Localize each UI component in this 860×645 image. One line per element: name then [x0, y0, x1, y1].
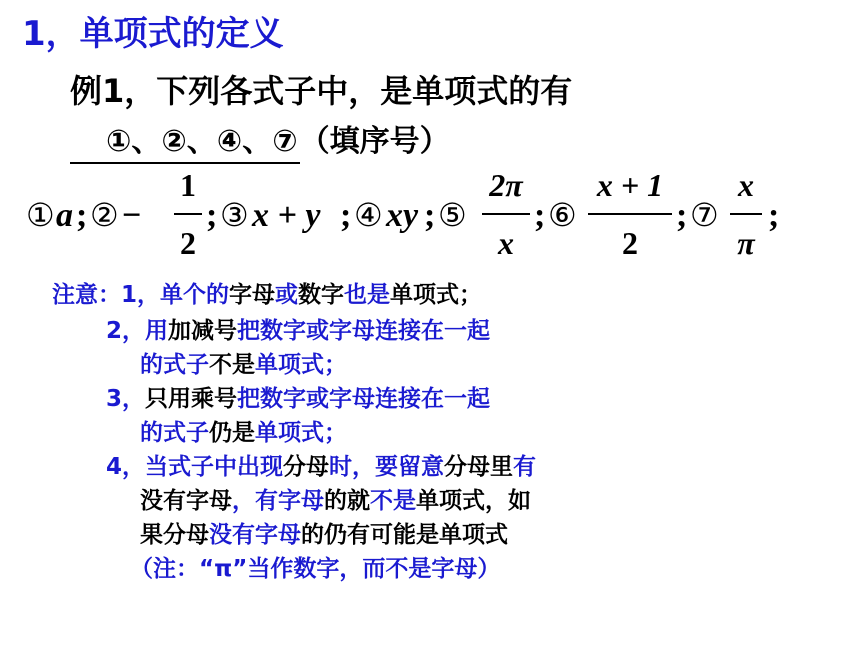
example-question: 例1，下列各式子中，是单项式的有 — [70, 72, 573, 110]
note-text: 也是 — [344, 282, 391, 308]
separator: ; — [340, 197, 352, 234]
example-answer-line — [70, 116, 450, 164]
note-text: 分母里 — [444, 454, 514, 480]
expr-6-denominator: 2 — [622, 225, 638, 261]
separator: ; — [676, 197, 688, 234]
note-text: 单项式； — [255, 352, 347, 378]
note-text: 2，用 — [106, 318, 169, 344]
separator: ; — [534, 197, 546, 234]
note-line-1 — [52, 276, 482, 309]
note-text: （注：“π”当作数字，而不是字母） — [130, 556, 501, 582]
expr-7-denominator: π — [737, 225, 755, 261]
expr-4-number: ④ — [354, 196, 383, 234]
note-text: 时，要留意 — [329, 454, 445, 480]
note-text: 的就 — [324, 488, 370, 514]
note-text: 仍是 — [209, 420, 255, 446]
note-text: 分母 — [163, 522, 209, 548]
note-line-7 — [140, 482, 531, 515]
expr-4: xy — [386, 197, 419, 234]
note-text: 数字 — [298, 282, 345, 308]
minus-sign: − — [122, 197, 142, 234]
note-text: 的式子 — [140, 352, 209, 378]
note-text: 的仍有可能是单项式 — [301, 522, 508, 548]
note-text: 分母 — [283, 454, 330, 480]
expr-2-denominator: 2 — [180, 225, 196, 261]
expr-2-number: ② — [90, 196, 119, 234]
separator: ; — [768, 197, 780, 234]
expr-3-number: ③ — [220, 196, 249, 234]
note-text: 单项式； — [390, 282, 483, 308]
note-text: 的式子 — [140, 420, 209, 446]
note-text: 4，当式子中出现 — [106, 454, 284, 480]
note-text: ，有字母 — [232, 488, 324, 514]
note-text: 把数字或字母连接在一起 — [237, 318, 491, 344]
note-line-3 — [140, 346, 347, 379]
expr-3: x + y — [252, 197, 321, 234]
separator: ; — [424, 197, 436, 234]
note-text: 只用乘号 — [145, 386, 238, 412]
expression-list — [26, 166, 826, 262]
expr-2-numerator: 1 — [180, 167, 196, 203]
expr-5-number: ⑤ — [438, 196, 467, 234]
note-line-9 — [130, 550, 500, 583]
answer-hint: （填序号） — [299, 124, 450, 159]
expr-5-denominator: x — [498, 225, 514, 261]
note-line-5 — [140, 414, 347, 447]
note-text: 果 — [140, 522, 163, 548]
note-line-6 — [106, 448, 536, 481]
note-text: 没有字母 — [140, 488, 232, 514]
answer-underlined: ①、②、④、⑦ — [70, 116, 300, 164]
separator: ; — [76, 197, 88, 234]
note-line-8 — [140, 516, 508, 549]
note-text: 没有字母 — [209, 522, 301, 548]
expr-5-numerator: 2π — [489, 167, 523, 203]
expr-1: a — [56, 197, 73, 234]
note-text: 3， — [106, 386, 146, 412]
note-text: 不是 — [370, 488, 416, 514]
expr-1-number: ① — [26, 196, 55, 234]
expr-7-number: ⑦ — [690, 196, 719, 234]
note-text: 单项式； — [255, 420, 347, 446]
note-text: 有 — [513, 454, 537, 480]
note-text: 字母 — [229, 282, 276, 308]
expr-7-numerator: x — [738, 167, 754, 203]
separator: ; — [206, 197, 218, 234]
note-text: 或 — [275, 282, 299, 308]
expr-6-number: ⑥ — [548, 196, 577, 234]
note-text: 加减号 — [168, 318, 238, 344]
expr-6-numerator: x + 1 — [596, 167, 664, 203]
note-text: 注意：1，单个的 — [52, 282, 230, 308]
note-text: 不是 — [209, 352, 255, 378]
note-text: 单项式，如 — [416, 488, 531, 514]
note-text: 把数字或字母连接在一起 — [237, 386, 491, 412]
section-title: 1，单项式的定义 — [22, 14, 284, 54]
note-line-2 — [106, 312, 490, 345]
note-line-4 — [106, 380, 490, 413]
